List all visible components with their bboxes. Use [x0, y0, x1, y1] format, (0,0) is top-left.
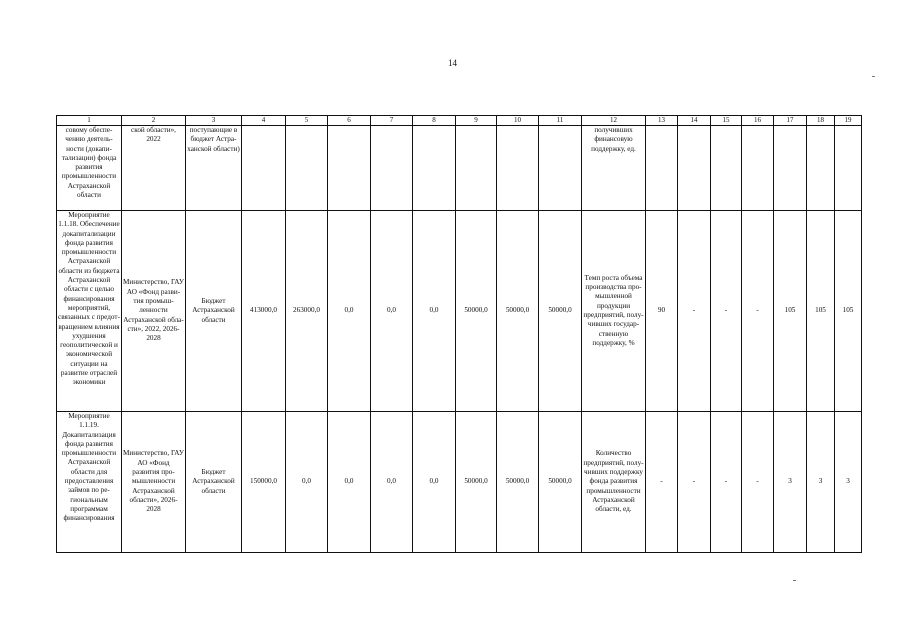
value-cell: 0,0 — [413, 211, 456, 412]
column-header: 1 — [57, 116, 122, 126]
column-header: 5 — [286, 116, 328, 126]
value-cell: 50000,0 — [456, 412, 497, 553]
value-cell: 50000,0 — [539, 211, 582, 412]
indicator-cell: Темп роста объема производства промышленной продукции предприятий, получивших государственную поддержку, % — [582, 211, 646, 412]
source-cell: Бюджет Астраханской области — [186, 412, 242, 553]
value-cell: 150000,0 — [242, 412, 286, 553]
activity-cell: совому обеспечению деятельности (докапитализации) фонда развития промышленности Астраханской области — [57, 126, 122, 211]
column-header: 3 — [186, 116, 242, 126]
column-header: 14 — [678, 116, 711, 126]
indicator-value-cell: 105 — [774, 211, 807, 412]
indicator-value-cell — [774, 126, 807, 211]
header-row — [57, 116, 862, 126]
value-cell: 0,0 — [286, 412, 328, 553]
indicator-value-cell — [835, 126, 862, 211]
value-cell: 50000,0 — [497, 211, 539, 412]
indicator-value-cell: - — [711, 412, 742, 553]
indicator-value-cell: - — [678, 412, 711, 553]
table-row — [57, 211, 862, 412]
column-header: 19 — [835, 116, 862, 126]
column-header: 16 — [742, 116, 774, 126]
program-table — [56, 115, 862, 553]
value-cell — [539, 126, 582, 211]
activity-cell: Мероприятие 1.1.19. Докапитализация фонда развития промышленности Астраханской области для предоставления займов по региональным программам финансирования — [57, 412, 122, 553]
column-header: 11 — [539, 116, 582, 126]
value-cell: 0,0 — [328, 412, 371, 553]
value-cell: 50000,0 — [539, 412, 582, 553]
value-cell — [286, 126, 328, 211]
indicator-value-cell: - — [742, 211, 774, 412]
value-cell: 50000,0 — [456, 211, 497, 412]
value-cell: 0,0 — [413, 412, 456, 553]
source-cell: поступающие в бюджет Астраханской области) — [186, 126, 242, 211]
indicator-value-cell: 3 — [835, 412, 862, 553]
column-header: 15 — [711, 116, 742, 126]
column-header: 17 — [774, 116, 807, 126]
value-cell — [456, 126, 497, 211]
column-header: 2 — [122, 116, 186, 126]
column-header: 13 — [646, 116, 678, 126]
column-header: 9 — [456, 116, 497, 126]
value-cell — [328, 126, 371, 211]
indicator-value-cell — [807, 126, 835, 211]
indicator-value-cell: - — [711, 211, 742, 412]
table-row — [57, 126, 862, 211]
value-cell: 0,0 — [371, 211, 413, 412]
indicator-value-cell — [678, 126, 711, 211]
indicator-cell: Количество предприятий, получивших поддержку фонда развития промышленности Астраханской области, ед. — [582, 412, 646, 553]
indicator-value-cell: - — [742, 412, 774, 553]
column-header: 8 — [413, 116, 456, 126]
source-cell: Бюджет Астраханской области — [186, 211, 242, 412]
value-cell — [242, 126, 286, 211]
indicator-value-cell: - — [646, 412, 678, 553]
indicator-value-cell: 105 — [807, 211, 835, 412]
value-cell — [497, 126, 539, 211]
value-cell: 50000,0 — [497, 412, 539, 553]
column-header: 12 — [582, 116, 646, 126]
scan-mark — [793, 580, 796, 581]
indicator-cell: получивших финансовую поддержку, ед. — [582, 126, 646, 211]
indicator-value-cell — [646, 126, 678, 211]
value-cell: 413000,0 — [242, 211, 286, 412]
indicator-value-cell: - — [678, 211, 711, 412]
column-header: 7 — [371, 116, 413, 126]
value-cell: 0,0 — [328, 211, 371, 412]
column-header: 18 — [807, 116, 835, 126]
column-header: 4 — [242, 116, 286, 126]
indicator-value-cell: 3 — [774, 412, 807, 553]
indicator-value-cell — [742, 126, 774, 211]
executor-cell: Министерство, ГАУ АО «Фонд развития промышленности Астраханской области», 2022, 2026-2028 — [122, 211, 186, 412]
indicator-value-cell: 3 — [807, 412, 835, 553]
indicator-value-cell: 105 — [835, 211, 862, 412]
value-cell: 0,0 — [371, 412, 413, 553]
scan-mark — [872, 76, 875, 77]
page-number: 14 — [448, 58, 457, 68]
column-header: 6 — [328, 116, 371, 126]
column-header: 10 — [497, 116, 539, 126]
activity-cell: Мероприятие 1.1.18. Обеспечение докапитализации фонда развития промышленности Астраханской области из бюджета Астраханской области с целью финансирования мероприятий, связанных с предотвращением влияния ухудшения геополитической и экономической ситуации на развитие отраслей экономики — [57, 211, 122, 412]
indicator-value-cell: 90 — [646, 211, 678, 412]
value-cell: 263000,0 — [286, 211, 328, 412]
value-cell — [413, 126, 456, 211]
executor-cell: ской области», 2022 — [122, 126, 186, 211]
table-row — [57, 412, 862, 553]
value-cell — [371, 126, 413, 211]
executor-cell: Министерство, ГАУ АО «Фонд развития промышленности Астраханской области», 2026-2028 — [122, 412, 186, 553]
indicator-value-cell — [711, 126, 742, 211]
